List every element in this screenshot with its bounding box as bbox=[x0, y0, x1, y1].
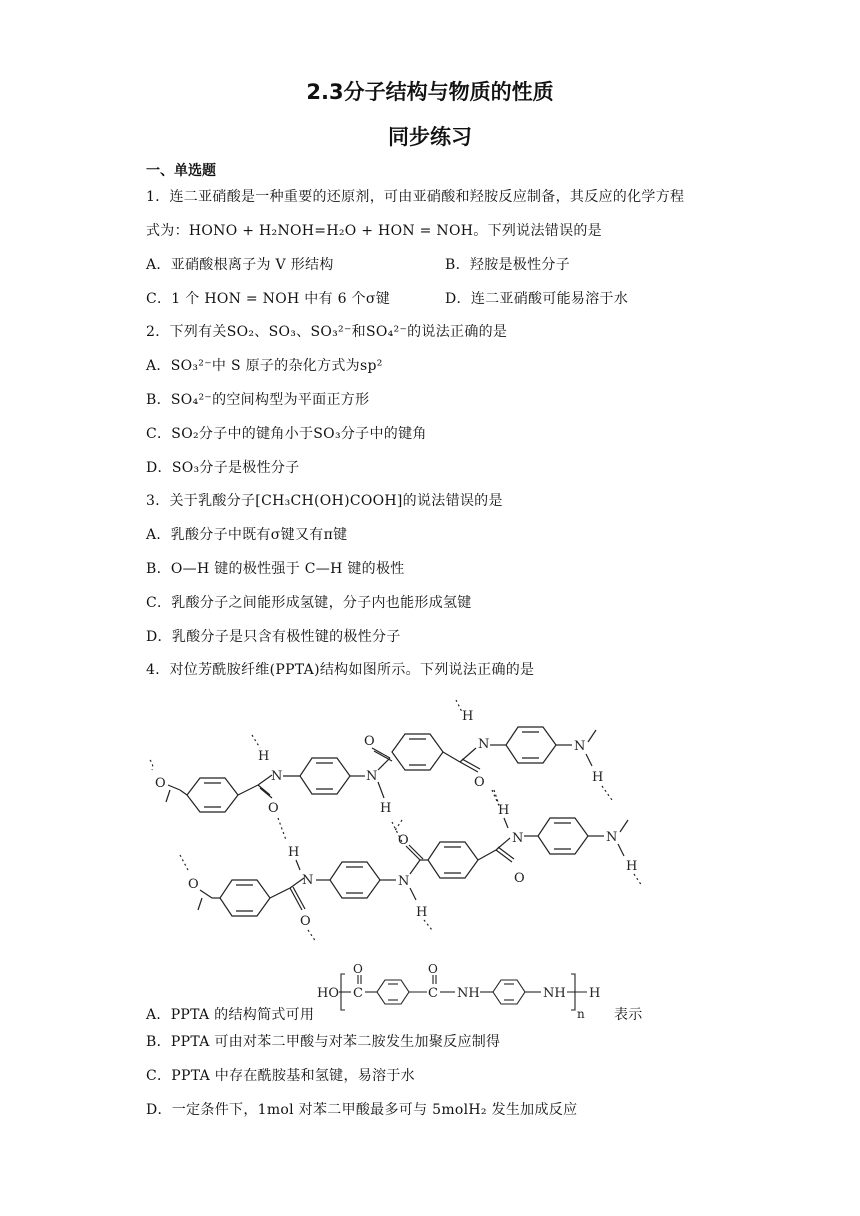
q3-option-a: A．乳酸分子中既有σ键又有π键 bbox=[146, 527, 348, 543]
q3-option-d: D．乳酸分子是只含有极性键的极性分子 bbox=[146, 629, 401, 645]
svg-text:N: N bbox=[398, 874, 410, 889]
svg-text:O: O bbox=[353, 962, 363, 976]
svg-text:O: O bbox=[398, 833, 409, 848]
q4-option-d: D．一定条件下，1mol 对苯二甲酸最多可与 5molH₂ 发生加成反应 bbox=[146, 1102, 578, 1118]
q1-stem-line2: 式为：HONO + H₂NOH=H₂O + HON = NOH。下列说法错误的是 bbox=[146, 223, 602, 239]
svg-text:H: H bbox=[462, 709, 474, 724]
svg-text:C: C bbox=[353, 986, 363, 1001]
svg-text:O: O bbox=[428, 962, 438, 976]
svg-text:O: O bbox=[300, 914, 311, 929]
svg-text:H: H bbox=[498, 803, 510, 818]
svg-text:NH: NH bbox=[457, 986, 480, 1001]
q1-option-a: A．亚硝酸根离子为 V 形结构 bbox=[146, 257, 334, 273]
q1-option-d: D．连二亚硝酸可能易溶于水 bbox=[445, 291, 629, 307]
page-title: 2.3分子结构与物质的性质 bbox=[306, 80, 554, 104]
svg-text:H: H bbox=[592, 770, 604, 785]
section-heading: 一、单选题 bbox=[146, 163, 216, 179]
q4-option-a-suffix: 表示 bbox=[614, 1007, 643, 1023]
svg-text:N: N bbox=[271, 769, 283, 784]
ppta-structure-figure-lower bbox=[140, 770, 660, 950]
svg-text:N: N bbox=[606, 830, 618, 845]
q4-option-b: B．PPTA 可由对苯二甲酸与对苯二胺发生加聚反应制得 bbox=[146, 1034, 501, 1050]
svg-text:O: O bbox=[364, 734, 375, 749]
q3-option-b: B．O—H 键的极性强于 C—H 键的极性 bbox=[146, 561, 405, 577]
svg-text:H: H bbox=[626, 859, 638, 874]
q2-option-c: C．SO₂分子中的键角小于SO₃分子中的键角 bbox=[146, 426, 427, 442]
q1-option-b: B．羟胺是极性分子 bbox=[445, 257, 570, 273]
svg-text:NH: NH bbox=[543, 986, 566, 1001]
q3-stem: 3．关于乳酸分子[CH₃CH(OH)COOH]的说法错误的是 bbox=[146, 493, 503, 509]
svg-text:H: H bbox=[589, 986, 601, 1001]
svg-text:N: N bbox=[478, 737, 490, 752]
q2-option-d: D．SO₃分子是极性分子 bbox=[146, 460, 300, 476]
q2-option-a: A．SO₃²⁻中 S 原子的杂化方式为sp² bbox=[146, 358, 383, 374]
q3-option-c: C．乳酸分子之间能形成氢键，分子内也能形成氢键 bbox=[146, 595, 472, 611]
ppta-repeat-unit-formula bbox=[315, 960, 615, 1020]
svg-text:N: N bbox=[302, 873, 314, 888]
svg-text:O: O bbox=[514, 871, 525, 886]
q4-option-c: C．PPTA 中存在酰胺基和氢键，易溶于水 bbox=[146, 1068, 415, 1084]
svg-text:H: H bbox=[288, 845, 300, 860]
svg-text:N: N bbox=[512, 831, 524, 846]
q2-stem: 2．下列有关SO₂、SO₃、SO₃²⁻和SO₄²⁻的说法正确的是 bbox=[146, 324, 508, 340]
q2-option-b: B．SO₄²⁻的空间构型为平面正方形 bbox=[146, 392, 370, 408]
svg-text:H: H bbox=[380, 801, 392, 816]
svg-text:n: n bbox=[577, 1007, 585, 1020]
svg-text:O: O bbox=[474, 775, 485, 790]
svg-text:O: O bbox=[188, 877, 199, 892]
q4-stem: 4．对位芳酰胺纤维(PPTA)结构如图所示。下列说法正确的是 bbox=[146, 662, 535, 678]
svg-text:HO: HO bbox=[317, 986, 339, 1001]
q1-option-c: C．1 个 HON = NOH 中有 6 个σ键 bbox=[146, 291, 391, 307]
q4-option-a-prefix: A．PPTA 的结构简式可用 bbox=[146, 1007, 315, 1023]
svg-text:N: N bbox=[366, 769, 378, 784]
svg-text:O: O bbox=[268, 801, 279, 816]
q1-stem-line1: 1．连二亚硝酸是一种重要的还原剂，可由亚硝酸和羟胺反应制备，其反应的化学方程 bbox=[146, 189, 685, 205]
page-subtitle: 同步练习 bbox=[388, 125, 472, 149]
svg-text:H: H bbox=[416, 905, 428, 920]
svg-text:H: H bbox=[258, 749, 270, 764]
svg-text:C: C bbox=[428, 986, 438, 1001]
svg-text:O: O bbox=[155, 776, 166, 791]
svg-text:N: N bbox=[574, 739, 586, 754]
